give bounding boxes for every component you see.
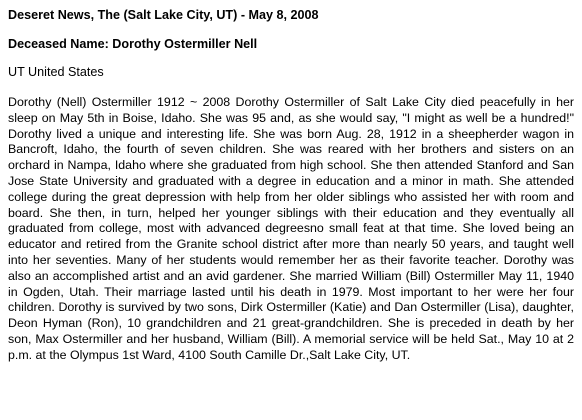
obituary-text: Dorothy (Nell) Ostermiller 1912 ~ 2008 Dorothy Ostermiller of Salt Lake City died peacefully in her sleep on May 5th in Boise, Idaho. She was 95 and, as she would say, "I might as well be a hundred!" Dorothy lived a unique and interesting life. She was born Aug. 28, 1912 in a sheepherder wagon in Bancroft, Idaho, the fourth of seven children. She was reared with her brothers and sisters on an orchard in Nampa, Idaho where she graduated from high school. She then attended Stanford and San Jose State University and graduated with a degree in education and a minor in math. She attended college during the great depression with help from her older siblings who assisted her with room and board. She then, in turn, helped her younger siblings with their education and they eventually all graduated from college, most with advanced degreesno small feat at that time. She loved being an educator and retired from the Granite school district after more than nearly 50 years, and taught well into her seventies. Many of her students would remember her as their favorite teacher. Dorothy was also an accomplished artist and an avid gardener. She married William (Bill) Ostermiller May 11, 1940 in Ogden, Utah. Their marriage lasted until his death in 1979. Most important to her were her four children. Dorothy is survived by two sons, Dirk Ostermiller (Katie) and Dan Ostermiller (Lisa), daughter, Deon Hyman (Ron), 10 grandchildren and 21 great-grandchildren. She is preceded in death by her son, Max Ostermiller and her husband, William (Bill). A memorial service will be held Sat., May 10 at 2 p.m. at the Olympus 1st Ward, 4100 South Camille Dr.,Salt Lake City, UT. <box>8 95 574 362</box>
deceased-name: Deceased Name: Dorothy Ostermiller Nell <box>8 37 258 51</box>
source-line: Deseret News, The (Salt Lake City, UT) - May 8, 2008 <box>8 8 319 22</box>
location-line: UT United States <box>8 65 104 79</box>
